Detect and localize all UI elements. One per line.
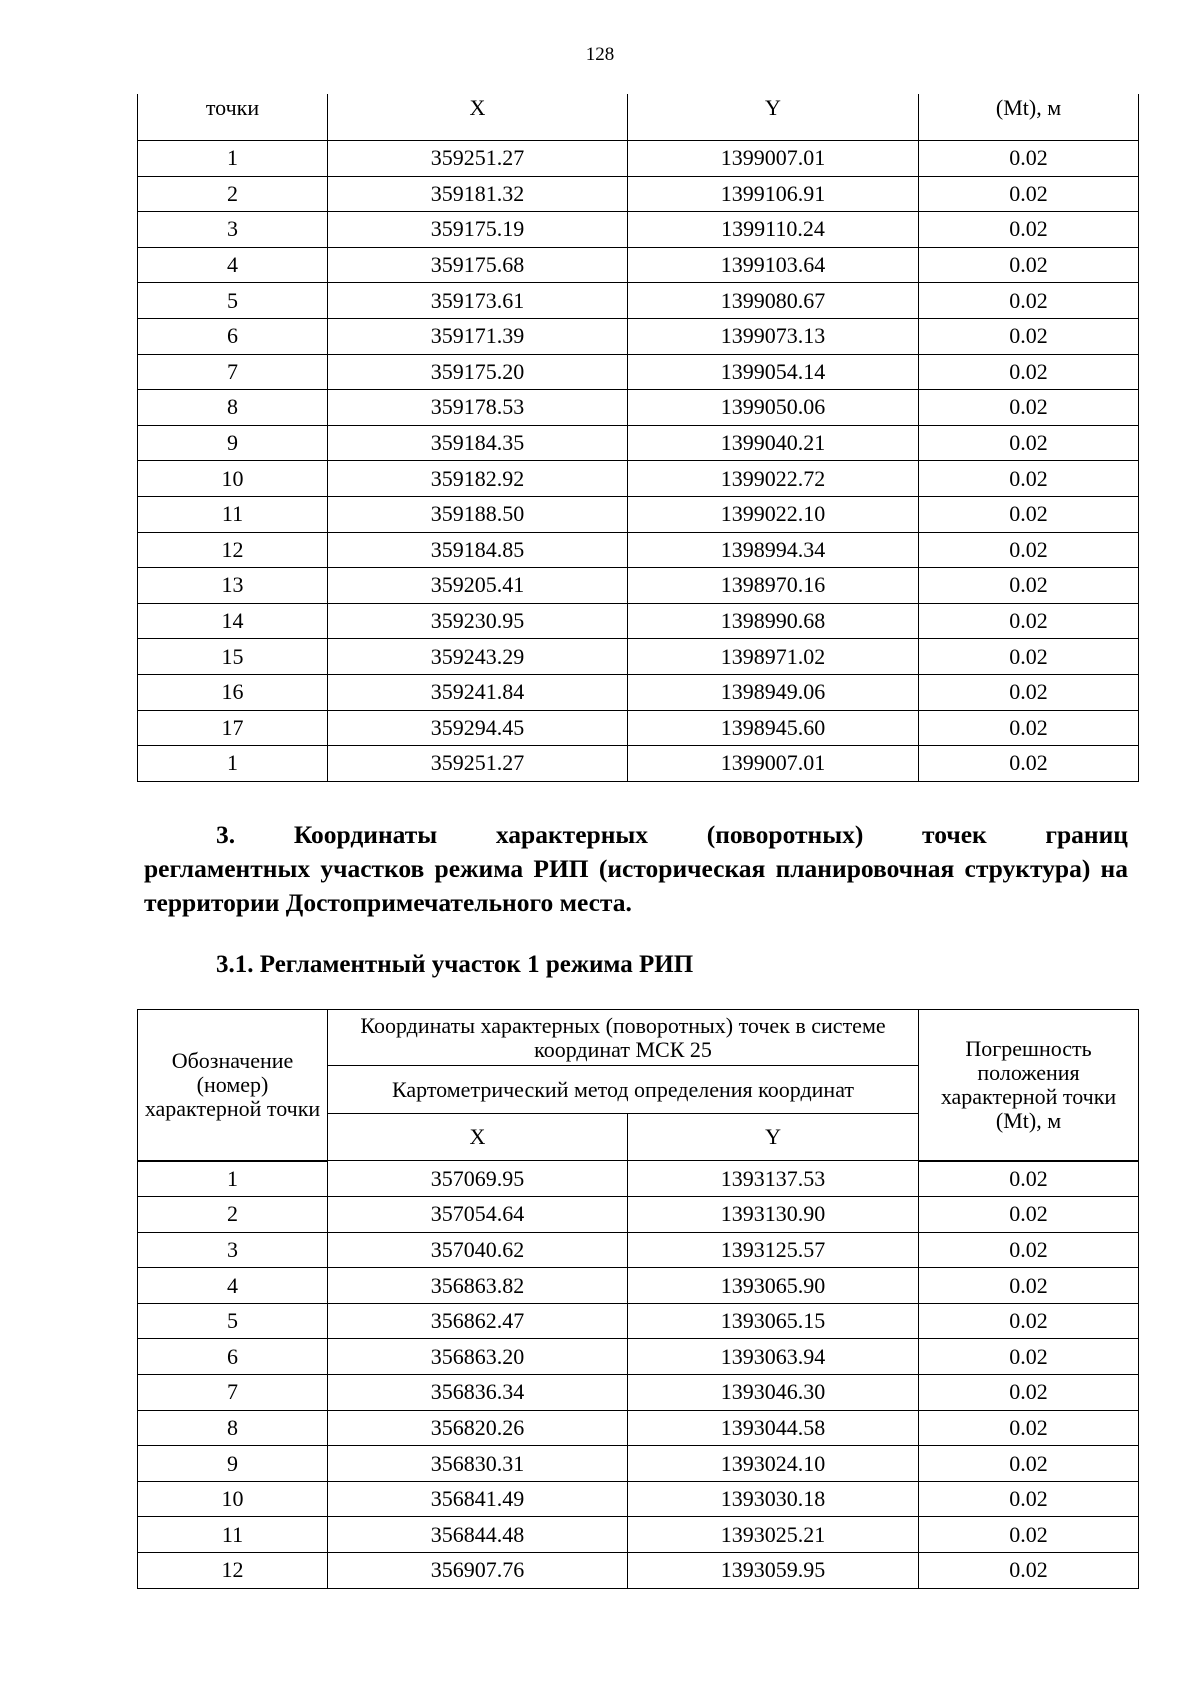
- point-number-cell: 11: [138, 496, 328, 532]
- error-cell: 0.02: [919, 212, 1139, 248]
- y-coordinate-cell: 1393059.95: [628, 1553, 919, 1589]
- table-row: [138, 532, 1139, 568]
- table-row: [138, 1410, 1139, 1446]
- header-position-error: Погрешность положения характерной точки (Mt), м: [919, 1010, 1139, 1161]
- x-coordinate-cell: 357054.64: [328, 1197, 628, 1233]
- table-row: [138, 674, 1139, 710]
- header-y-cell: Y: [628, 1114, 919, 1161]
- y-coordinate-cell: 1393065.90: [628, 1268, 919, 1304]
- point-number-cell: 9: [138, 425, 328, 461]
- table-row: [138, 1339, 1139, 1375]
- y-coordinate-cell: 1393030.18: [628, 1481, 919, 1517]
- table-row: [138, 318, 1139, 354]
- y-coordinate-cell: 1399106.91: [628, 176, 919, 212]
- x-coordinate-cell: 356841.49: [328, 1481, 628, 1517]
- header-x-cell: X: [328, 94, 628, 141]
- x-coordinate-cell: 359178.53: [328, 390, 628, 426]
- table-row: [138, 1232, 1139, 1268]
- point-number-cell: 5: [138, 283, 328, 319]
- x-coordinate-cell: 359294.45: [328, 710, 628, 746]
- point-number-cell: 4: [138, 1268, 328, 1304]
- table-row: [138, 425, 1139, 461]
- coordinates-table-continued: [137, 94, 1139, 782]
- table-body: [138, 1161, 1139, 1589]
- error-cell: 0.02: [919, 354, 1139, 390]
- y-coordinate-cell: 1399022.10: [628, 496, 919, 532]
- x-coordinate-cell: 356907.76: [328, 1553, 628, 1589]
- x-coordinate-cell: 359175.19: [328, 212, 628, 248]
- error-cell: 0.02: [919, 141, 1139, 177]
- point-number-cell: 5: [138, 1303, 328, 1339]
- table-row: [138, 247, 1139, 283]
- y-coordinate-cell: 1393063.94: [628, 1339, 919, 1375]
- x-coordinate-cell: 359184.35: [328, 425, 628, 461]
- point-number-cell: 8: [138, 1410, 328, 1446]
- y-coordinate-cell: 1399073.13: [628, 318, 919, 354]
- point-number-cell: 11: [138, 1517, 328, 1553]
- point-number-cell: 9: [138, 1446, 328, 1482]
- table-row: [138, 283, 1139, 319]
- point-number-cell: 7: [138, 354, 328, 390]
- table-row: [138, 746, 1139, 782]
- table-row: [138, 1161, 1139, 1197]
- y-coordinate-cell: 1398971.02: [628, 639, 919, 675]
- x-coordinate-cell: 359251.27: [328, 746, 628, 782]
- error-cell: 0.02: [919, 496, 1139, 532]
- table-body: [138, 141, 1139, 782]
- y-coordinate-cell: 1399007.01: [628, 746, 919, 782]
- error-cell: 0.02: [919, 176, 1139, 212]
- x-coordinate-cell: 359205.41: [328, 568, 628, 604]
- point-number-cell: 10: [138, 1481, 328, 1517]
- header-method: Картометрический метод определения координат: [328, 1066, 919, 1114]
- error-cell: 0.02: [919, 425, 1139, 461]
- table-row: [138, 1446, 1139, 1482]
- y-coordinate-cell: 1393024.10: [628, 1446, 919, 1482]
- error-cell: 0.02: [919, 532, 1139, 568]
- table-row: [138, 212, 1139, 248]
- y-coordinate-cell: 1399080.67: [628, 283, 919, 319]
- error-cell: 0.02: [919, 1410, 1139, 1446]
- header-point-designation: Обозначение (номер) характерной точки: [138, 1010, 328, 1161]
- x-coordinate-cell: 359173.61: [328, 283, 628, 319]
- point-number-cell: 4: [138, 247, 328, 283]
- x-coordinate-cell: 359171.39: [328, 318, 628, 354]
- x-coordinate-cell: 359251.27: [328, 141, 628, 177]
- table-row: [138, 1375, 1139, 1411]
- point-number-cell: 2: [138, 1197, 328, 1233]
- point-number-cell: 17: [138, 710, 328, 746]
- y-coordinate-cell: 1393044.58: [628, 1410, 919, 1446]
- table-header-row: [138, 94, 1139, 141]
- section-3-heading-rest: регламентных участков режима РИП (историческая планировочная структура) на территории Достопримечательного места.: [144, 854, 1128, 917]
- x-coordinate-cell: 357069.95: [328, 1161, 628, 1197]
- point-number-cell: 12: [138, 532, 328, 568]
- x-coordinate-cell: 356863.20: [328, 1339, 628, 1375]
- error-cell: 0.02: [919, 461, 1139, 497]
- table-row: [138, 354, 1139, 390]
- table-row: [138, 176, 1139, 212]
- table-row: [138, 496, 1139, 532]
- header-coordinates-title: Координаты характерных (поворотных) точек в системе координат МСК 25: [328, 1010, 919, 1066]
- point-number-cell: 1: [138, 1161, 328, 1197]
- x-coordinate-cell: 356844.48: [328, 1517, 628, 1553]
- error-cell: 0.02: [919, 318, 1139, 354]
- x-coordinate-cell: 359241.84: [328, 674, 628, 710]
- error-cell: 0.02: [919, 1161, 1139, 1197]
- error-cell: 0.02: [919, 1197, 1139, 1233]
- table-row: [138, 603, 1139, 639]
- point-number-cell: 1: [138, 746, 328, 782]
- y-coordinate-cell: 1399040.21: [628, 425, 919, 461]
- error-cell: 0.02: [919, 1339, 1139, 1375]
- y-coordinate-cell: 1398990.68: [628, 603, 919, 639]
- x-coordinate-cell: 359182.92: [328, 461, 628, 497]
- point-number-cell: 6: [138, 1339, 328, 1375]
- error-cell: 0.02: [919, 1517, 1139, 1553]
- table-row: [138, 1517, 1139, 1553]
- error-cell: 0.02: [919, 1446, 1139, 1482]
- table-row: [138, 710, 1139, 746]
- y-coordinate-cell: 1393025.21: [628, 1517, 919, 1553]
- y-coordinate-cell: 1399050.06: [628, 390, 919, 426]
- point-number-cell: 3: [138, 212, 328, 248]
- error-cell: 0.02: [919, 568, 1139, 604]
- table-row: [138, 1197, 1139, 1233]
- error-cell: 0.02: [919, 1303, 1139, 1339]
- y-coordinate-cell: 1399054.14: [628, 354, 919, 390]
- header-point-cell: точки: [138, 94, 328, 141]
- y-coordinate-cell: 1399022.72: [628, 461, 919, 497]
- table-row: [138, 141, 1139, 177]
- x-coordinate-cell: 359181.32: [328, 176, 628, 212]
- y-coordinate-cell: 1399110.24: [628, 212, 919, 248]
- point-number-cell: 14: [138, 603, 328, 639]
- x-coordinate-cell: 356836.34: [328, 1375, 628, 1411]
- x-coordinate-cell: 356862.47: [328, 1303, 628, 1339]
- x-coordinate-cell: 357040.62: [328, 1232, 628, 1268]
- error-cell: 0.02: [919, 603, 1139, 639]
- error-cell: 0.02: [919, 1268, 1139, 1304]
- point-number-cell: 8: [138, 390, 328, 426]
- table-row: [138, 639, 1139, 675]
- y-coordinate-cell: 1399103.64: [628, 247, 919, 283]
- section-3-heading-line1: 3. Координаты характерных (поворотных) точек границ: [216, 820, 1128, 849]
- x-coordinate-cell: 356830.31: [328, 1446, 628, 1482]
- point-number-cell: 15: [138, 639, 328, 675]
- table-row: [138, 568, 1139, 604]
- table-row: [138, 390, 1139, 426]
- point-number-cell: 16: [138, 674, 328, 710]
- error-cell: 0.02: [919, 1232, 1139, 1268]
- x-coordinate-cell: 359175.68: [328, 247, 628, 283]
- point-number-cell: 10: [138, 461, 328, 497]
- point-number-cell: 2: [138, 176, 328, 212]
- header-y-cell: Y: [628, 94, 919, 141]
- y-coordinate-cell: 1398970.16: [628, 568, 919, 604]
- table-row: [138, 461, 1139, 497]
- y-coordinate-cell: 1393065.15: [628, 1303, 919, 1339]
- error-cell: 0.02: [919, 746, 1139, 782]
- table-row: [138, 1303, 1139, 1339]
- table-header-row: [138, 1010, 1139, 1066]
- point-number-cell: 13: [138, 568, 328, 604]
- table-row: [138, 1553, 1139, 1589]
- y-coordinate-cell: 1393046.30: [628, 1375, 919, 1411]
- table-row: [138, 1268, 1139, 1304]
- y-coordinate-cell: 1393130.90: [628, 1197, 919, 1233]
- x-coordinate-cell: 356863.82: [328, 1268, 628, 1304]
- x-coordinate-cell: 359175.20: [328, 354, 628, 390]
- error-cell: 0.02: [919, 1553, 1139, 1589]
- error-cell: 0.02: [919, 710, 1139, 746]
- error-cell: 0.02: [919, 1375, 1139, 1411]
- error-cell: 0.02: [919, 247, 1139, 283]
- y-coordinate-cell: 1393125.57: [628, 1232, 919, 1268]
- y-coordinate-cell: 1398994.34: [628, 532, 919, 568]
- point-number-cell: 12: [138, 1553, 328, 1589]
- point-number-cell: 6: [138, 318, 328, 354]
- error-cell: 0.02: [919, 674, 1139, 710]
- x-coordinate-cell: 359184.85: [328, 532, 628, 568]
- x-coordinate-cell: 359243.29: [328, 639, 628, 675]
- y-coordinate-cell: 1398945.60: [628, 710, 919, 746]
- x-coordinate-cell: 356820.26: [328, 1410, 628, 1446]
- table-row: [138, 1481, 1139, 1517]
- x-coordinate-cell: 359230.95: [328, 603, 628, 639]
- error-cell: 0.02: [919, 639, 1139, 675]
- section-3-heading: [144, 818, 1128, 920]
- y-coordinate-cell: 1393137.53: [628, 1161, 919, 1197]
- y-coordinate-cell: 1399007.01: [628, 141, 919, 177]
- point-number-cell: 7: [138, 1375, 328, 1411]
- point-number-cell: 3: [138, 1232, 328, 1268]
- error-cell: 0.02: [919, 283, 1139, 319]
- section-3-1-heading: 3.1. Регламентный участок 1 режима РИП: [216, 951, 694, 978]
- x-coordinate-cell: 359188.50: [328, 496, 628, 532]
- header-error-cell: (Mt), м: [919, 94, 1139, 141]
- error-cell: 0.02: [919, 390, 1139, 426]
- y-coordinate-cell: 1398949.06: [628, 674, 919, 710]
- point-number-cell: 1: [138, 141, 328, 177]
- header-x-cell: X: [328, 1114, 628, 1161]
- page-number: 128: [585, 44, 615, 65]
- coordinates-table-section-3-1: [137, 1009, 1139, 1589]
- error-cell: 0.02: [919, 1481, 1139, 1517]
